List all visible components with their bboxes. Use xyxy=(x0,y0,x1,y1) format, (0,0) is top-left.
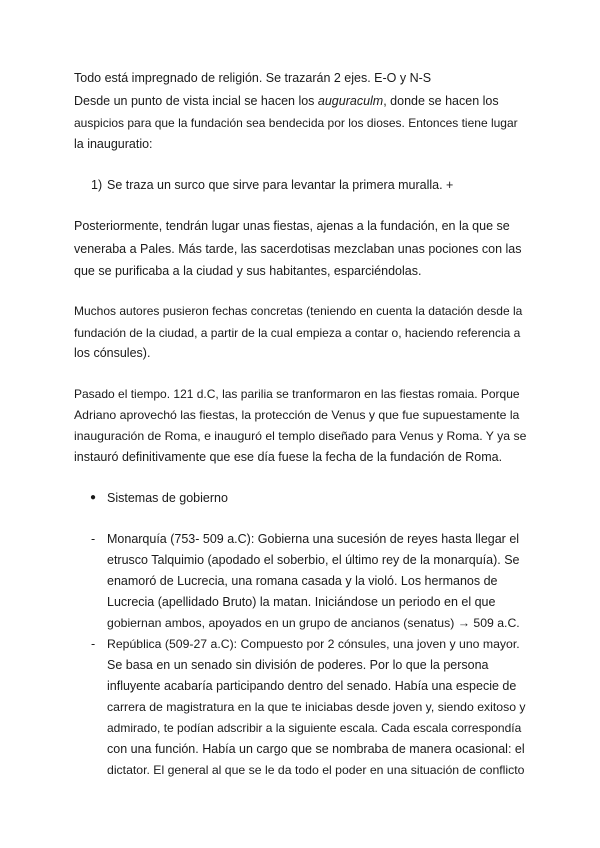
republica-line-5: admirado, te podían adscribir a la siguiente escala. Cada escala correspondía xyxy=(107,721,522,735)
intro-line-1: Todo está impregnado de religión. Se trazarán 2 ejes. E-O y N-S xyxy=(74,71,432,85)
pasado-line-4: instauró definitivamente que ese día fuese la fecha de la fundación de Roma. xyxy=(74,450,503,464)
republica-line-4: carrera de magistratura en la que te iniciabas desde joven y, siendo exitoso y xyxy=(107,700,526,714)
intro-line-2-post: , donde se hacen los xyxy=(383,94,499,108)
monarquia-dash: - xyxy=(91,532,96,546)
intro-line-2-pre: Desde un punto de vista incial se hacen los xyxy=(74,94,318,108)
pasado-line-1: Pasado el tiempo. 121 d.C, las parilia se tranformaron en las fiestas romaia. Porque xyxy=(74,387,520,401)
intro-auguraculm: auguraculm xyxy=(317,94,384,108)
republica-line-6: con una función. Había un cargo que se nombraba de manera ocasional: el xyxy=(107,742,525,756)
fiestas-line-2: veneraba a Pales. Más tarde, las sacerdotisas mezclaban unas pociones con las xyxy=(74,242,522,256)
autores-line-3: los cónsules). xyxy=(74,346,151,360)
intro-line-4: la inauguratio: xyxy=(74,137,153,151)
numbered-item-text: Se traza un surco que sirve para levantar la primera muralla. + xyxy=(107,178,454,192)
monarquia-line-2: etrusco Talquimio (apodado el soberbio, el último rey de la monarquía). Se xyxy=(107,553,520,567)
autores-line-2: fundación de la ciudad, a partir de la cual empieza a contar o, haciendo referencia a xyxy=(74,326,521,340)
fiestas-line-3: que se purificaba a la ciudad y sus habitantes, esparciéndolas. xyxy=(74,264,422,278)
monarquia-line-4: Lucrecia (apellidado Bruto) la matan. Iniciándose un periodo en el que xyxy=(107,595,496,609)
numbered-marker: 1) xyxy=(91,178,103,192)
republica-line-7: dictator. El general al que se le da todo el poder en una situación de conflicto xyxy=(107,763,525,777)
monarquia-line-3: enamoró de Lucrecia, una romana casada y la violó. Los hermanos de xyxy=(107,574,498,588)
republica-line-3: influyente acabaría participando dentro del senado. Había una especie de xyxy=(107,679,517,693)
republica-line-1: República (509-27 a.C): Compuesto por 2 cónsules, una joven y uno mayor. xyxy=(107,637,520,651)
monarquia-line-5: gobiernan ambos, apoyados en un grupo de ancianos (senatus) → 509 a.C. xyxy=(107,616,520,630)
fiestas-line-1: Posteriormente, tendrán lugar unas fiestas, ajenas a la fundación, en la que se xyxy=(74,219,510,233)
intro-line-3: auspicios para que la fundación sea bendecida por los dioses. Entonces tiene lugar xyxy=(74,116,518,130)
monarquia-line-1: Monarquía (753- 509 a.C): Gobierna una sucesión de reyes hasta llegar el xyxy=(107,532,520,546)
intro-line-2 xyxy=(74,93,499,109)
pasado-line-3: inauguración de Roma, e inauguró el templo diseñado para Venus y Roma. Y ya se xyxy=(74,429,527,443)
bullet-marker: ● xyxy=(90,492,97,503)
republica-dash: - xyxy=(91,637,96,651)
pasado-line-2: Adriano aprovechó las fiestas, la protección de Venus y que fue supuestamente la xyxy=(74,408,520,422)
republica-line-2: Se basa en un senado sin división de poderes. Por lo que la persona xyxy=(107,658,489,672)
autores-line-1: Muchos autores pusieron fechas concretas (teniendo en cuenta la datación desde la xyxy=(74,304,523,318)
bullet-item-text: Sistemas de gobierno xyxy=(107,491,228,505)
